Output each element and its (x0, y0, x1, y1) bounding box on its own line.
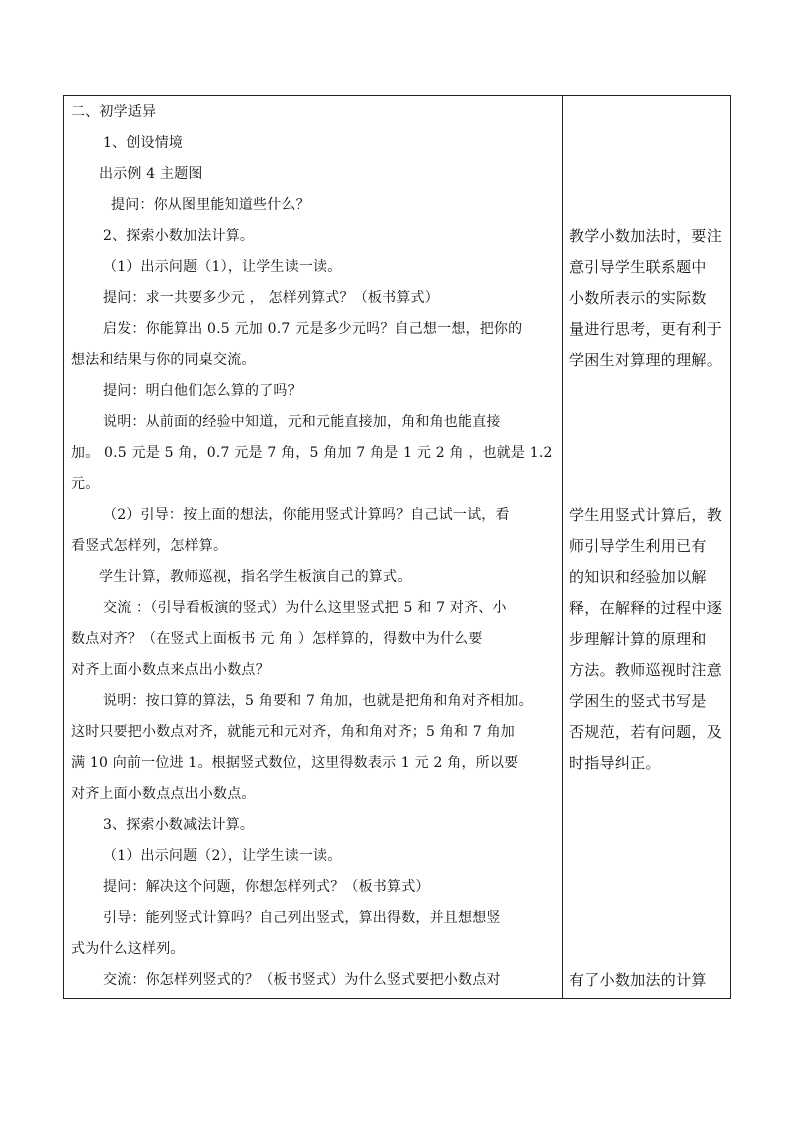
note-line: 时指导纠正。 (569, 754, 661, 772)
main-line: 出示例 4 主题图 (99, 166, 203, 182)
main-line: 加。 0.5 元是 5 角，0.7 元是 7 角，5 角加 7 角是 1 元 2 角 ，也就是 1.2 (71, 445, 553, 461)
main-line: 1、创设情境 (103, 135, 184, 151)
main-line: 交流 ：（引导看板演的竖式）为什么这里竖式把 5 和 7 对齐、小 (103, 600, 507, 616)
main-line: 交流：你怎样列竖式的？（板书竖式）为什么竖式要把小数点对 (103, 972, 501, 988)
note-line: 量进行思考，更有利于 (569, 320, 723, 338)
main-line: 数点对齐？（在竖式上面板书 元 角 ）怎样算的，得数中为什么要 (71, 631, 483, 647)
main-line: 引导：能列竖式计算吗？自己列出竖式，算出得数，并且想想竖 (103, 910, 501, 926)
note-line: 方法。教师巡视时注意 (569, 661, 723, 679)
main-line: 对齐上面小数点点出小数点。 (71, 786, 256, 802)
main-line: 学生计算，教师巡视，指名学生板演自己的算式。 (99, 569, 412, 585)
main-line: 满 10 向前一位进 1。根据竖式数位，这里得数表示 1 元 2 角，所以要 (71, 755, 519, 771)
main-line: 2、探索小数加法计算。 (103, 228, 255, 244)
main-line: 元。 (71, 476, 100, 492)
main-line: 3、探索小数减法计算。 (103, 817, 255, 833)
main-line: 说明：从前面的经验中知道，元和元能直接加，角和角也能直接 (103, 414, 501, 430)
note-line: 意引导学生联系题中 (569, 258, 707, 276)
main-line: 提问：你从图里能知道些什么？ (111, 197, 310, 213)
note-line: 师引导学生利用已有 (569, 537, 707, 555)
main-line: 看竖式怎样列，怎样算。 (71, 538, 228, 554)
main-line: （1）出示问题（1），让学生读一读。 (103, 259, 342, 275)
main-line: 启发：你能算出 0.5 元加 0.7 元是多少元吗？自己想一想，把你的 (103, 321, 523, 337)
lesson-table (63, 95, 731, 999)
main-line: 提问：求一共要多少元 ， 怎样列算式？（板书算式） (103, 290, 439, 306)
note-line: 学困生对算理的理解。 (569, 351, 723, 369)
note-line: 教学小数加法时，要注 (569, 227, 723, 245)
main-line: 这时只要把小数点对齐，就能元和元对齐，角和角对齐；5 角和 7 角加 (71, 724, 515, 740)
main-line: 想法和结果与你的同桌交流。 (71, 352, 256, 368)
note-line: 的知识和经验加以解 (569, 568, 707, 586)
main-line: 提问：明白他们怎么算的了吗？ (103, 383, 302, 399)
main-line: 提问：解决这个问题，你想怎样列式？（板书算式） (103, 879, 430, 895)
note-line: 学困生的竖式书写是 (569, 692, 707, 710)
note-line: 否规范，若有问题，及 (569, 723, 723, 741)
note-line: 释，在解释的过程中逐 (569, 599, 723, 617)
main-line: （1）出示问题（2），让学生读一读。 (103, 848, 342, 864)
column-divider (562, 96, 563, 998)
main-line: 式为什么这样列。 (71, 941, 185, 957)
note-line: 有了小数加法的计算 (569, 971, 707, 989)
main-line: （2）引导：按上面的想法，你能用竖式计算吗？自己试一试，看 (103, 507, 510, 523)
main-line: 说明：按口算的算法，5 角要和 7 角加，也就是把角和角对齐相加。 (103, 693, 533, 709)
note-line: 学生用竖式计算后，教 (569, 506, 723, 524)
main-line: 对齐上面小数点来点出小数点？ (71, 662, 270, 678)
note-line: 小数所表示的实际数 (569, 289, 707, 307)
note-line: 步理解计算的原理和 (569, 630, 707, 648)
main-line: 二、初学适异 (71, 104, 157, 120)
